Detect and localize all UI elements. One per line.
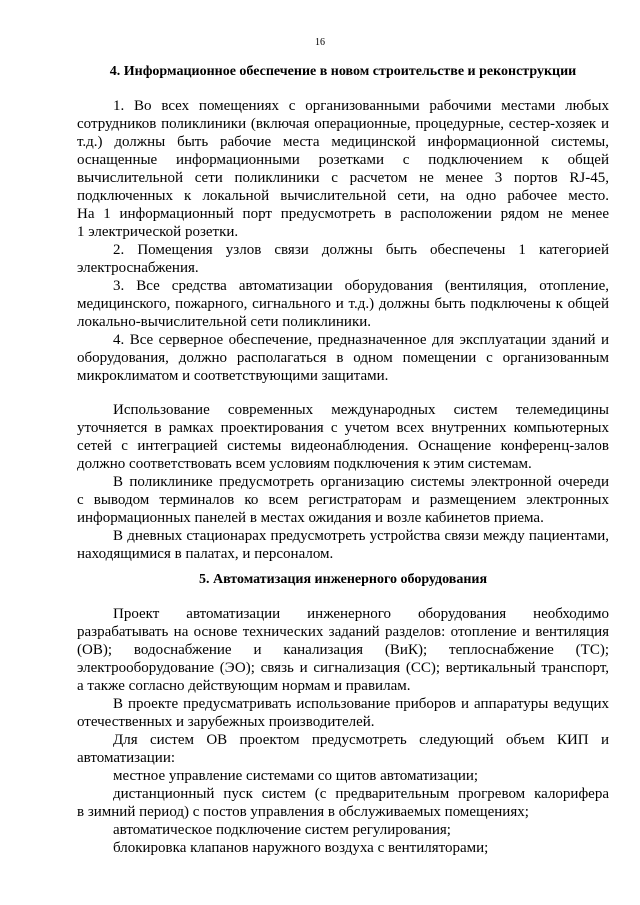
text-line: подключенных к локальной вычислительной сети, на одно рабочее место.	[77, 188, 609, 204]
text-line: с выводом терминалов ко всем регистраторам и размещением электронных	[77, 492, 609, 508]
text-line: разрабатывать на основе технических заданий разделов: отопление и вентиляция	[77, 624, 609, 640]
text-line: электрооборудование (ЭО); связь и сигнализация (СС); вертикальный транспорт,	[77, 660, 609, 676]
section-5-heading: 5. Автоматизация инженерного оборудования	[198, 572, 488, 587]
text-line: 4. Все серверное обеспечение, предназначенное для эксплуатации зданий и	[113, 332, 609, 348]
text-line: На 1 информационный порт предусмотреть в расположении рядом не менее	[77, 206, 609, 222]
text-line: Проект автоматизации инженерного оборудования необходимо	[113, 606, 609, 622]
text-line: локально-вычислительной сети поликлиники.	[77, 314, 372, 330]
text-line: отечественных и зарубежных производителей.	[77, 714, 375, 730]
text-line: В поликлинике предусмотреть организацию системы электронной очереди	[113, 474, 609, 490]
text-line: 1. Во всех помещениях с организованными рабочими местами любых	[113, 98, 609, 114]
text-line: В проекте предусматривать использование приборов и аппаратуры ведущих	[113, 696, 609, 712]
text-line: сетей с интеграцией системы видеонаблюдения. Оснащение конференц-залов	[77, 438, 609, 454]
text-line: уточняется в рамках проектирования с учетом всех внутренних компьютерных	[77, 420, 609, 436]
text-line: сотрудников поликлиники (включая операционные, процедурные, сестер-хозяек и	[77, 116, 609, 132]
text-line: 2. Помещения узлов связи должны быть обеспечены 1 категорией	[113, 242, 609, 258]
text-line: (ОВ); водоснабжение и канализация (ВиК); теплоснабжение (ТС);	[77, 642, 609, 658]
text-line: 3. Все средства автоматизации оборудования (вентиляция, отопление,	[113, 278, 609, 294]
text-line: В дневных стационарах предусмотреть устройства связи между пациентами,	[113, 528, 609, 544]
text-line: автоматическое подключение систем регулирования;	[113, 822, 451, 838]
text-line: местное управление системами со щитов автоматизации;	[113, 768, 479, 784]
text-line: Использование современных международных систем телемедицины	[113, 402, 609, 418]
text-line: т.д.) должны быть рабочие места медицинской информационной системы,	[77, 134, 609, 150]
text-line: блокировка клапанов наружного воздуха с вентиляторами;	[113, 840, 489, 856]
text-line: медицинского, пожарного, сигнального и т.д.) должны быть подключены к общей	[77, 296, 609, 312]
text-line: электроснабжения.	[77, 260, 199, 276]
text-line: 1 электрической розетки.	[77, 224, 239, 240]
text-line: Для систем ОВ проектом предусмотреть следующий объем КИП и	[113, 732, 609, 748]
text-line: микроклиматом и соответствующими защитами.	[77, 368, 389, 384]
text-line: в зимний период) с постов управления в обслуживаемых помещениях;	[77, 804, 529, 820]
text-line: находящимися в палатах, и персоналом.	[77, 546, 334, 562]
text-line: оборудования, должно располагаться в одном помещении с организованным	[77, 350, 609, 366]
section-4-heading: 4. Информационное обеспечение в новом строительстве и реконструкции	[109, 64, 577, 79]
text-line: информационных панелей в местах ожидания и возле кабинетов приема.	[77, 510, 544, 526]
text-line: оснащенные информационными розетками с подключением к общей	[77, 152, 609, 168]
text-line: должно соответствовать всем условиям подключения к этим системам.	[77, 456, 532, 472]
text-line: дистанционный пуск систем (с предварительным прогревом калорифера	[113, 786, 609, 802]
text-line: вычислительной сети поликлиники с расчетом не менее 3 портов RJ-45,	[77, 170, 609, 186]
page-number: 16	[315, 37, 325, 48]
text-line: автоматизации:	[77, 750, 176, 766]
text-line: а также согласно действующим нормам и правилам.	[77, 678, 411, 694]
